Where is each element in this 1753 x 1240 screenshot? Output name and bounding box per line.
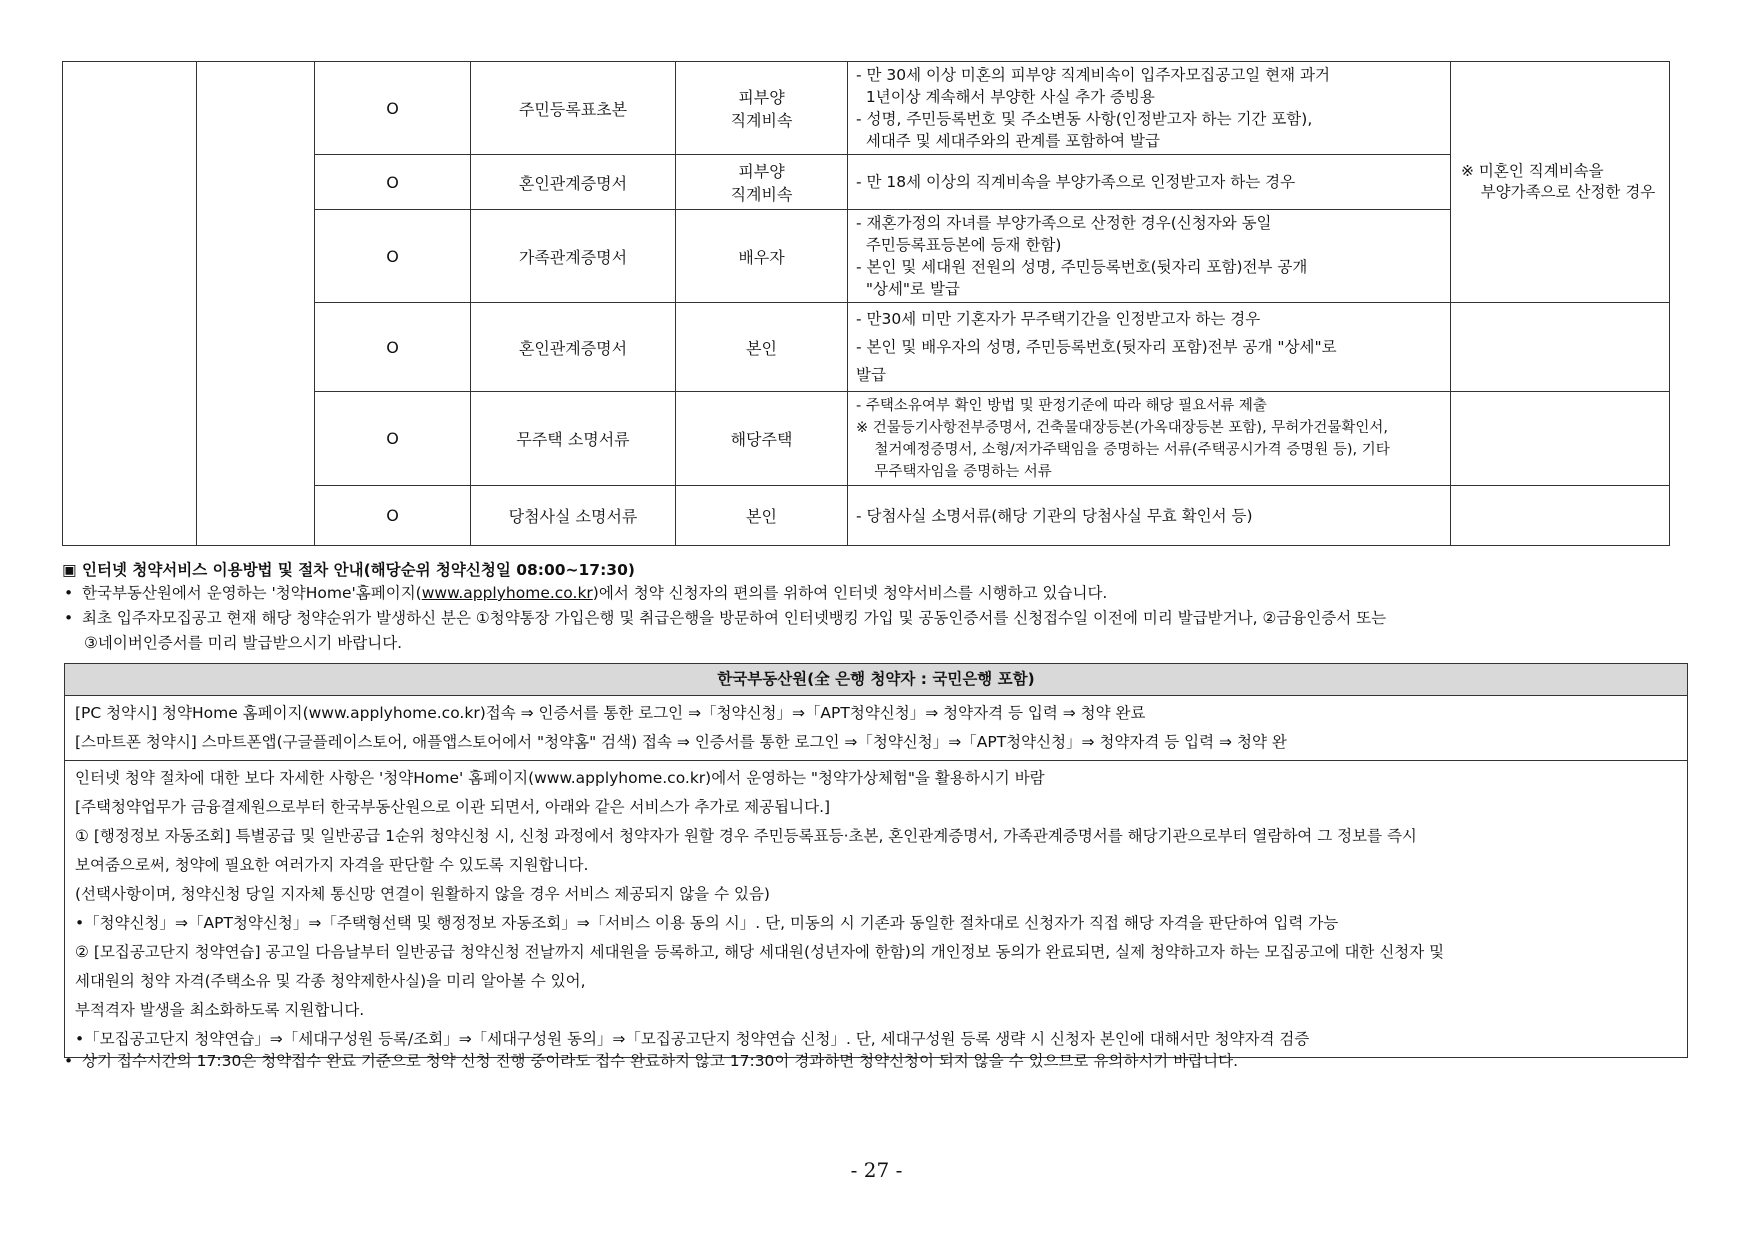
description-line: - 성명, 주민등록번호 및 주소변동 사항(인정받고자 하는 기간 포함), — [856, 110, 1313, 128]
bullet-line: ③네이버인증서를 미리 발급받으시기 바랍니다. — [84, 634, 403, 652]
bullet-text — [82, 606, 1682, 656]
applyhome-link[interactable]: www.applyhome.co.kr — [421, 584, 593, 602]
remark-cell-empty — [1451, 392, 1670, 486]
remark-cell-empty — [1451, 303, 1670, 392]
required-mark: O — [315, 155, 471, 210]
description-line: 무주택자임을 증명하는 서류 — [856, 463, 1052, 480]
target-cell — [676, 392, 848, 486]
remark-cell-empty — [1451, 486, 1670, 546]
guide-detail-line: (선택사항이며, 청약신청 당일 지자체 통신망 연결이 원활하지 않을 경우 서비스 제공되지 않을 수 있음) — [75, 885, 770, 903]
description-line: 주민등록표등본에 등재 한함) — [856, 236, 1062, 254]
description-line: - 본인 및 세대원 전원의 성명, 주민등록번호(뒷자리 포함)전부 공개 — [856, 258, 1308, 276]
description-cell — [848, 210, 1451, 303]
guide-detail-line: 부적격자 발생을 최소화하도록 지원합니다. — [75, 1001, 365, 1019]
guide-detail-line: 보여줌으로써, 청약에 필요한 여러가지 자격을 판단할 수 있도록 지원합니다. — [75, 856, 589, 874]
description-cell — [848, 486, 1451, 546]
document-requirements-table — [62, 61, 1670, 546]
guide-detail-line: [주택청약업무가 금융결제원으로부터 한국부동산원으로 이관 되면서, 아래와 같은 서비스가 추가로 제공됩니다.] — [75, 798, 831, 816]
bullet-dot: • — [64, 584, 74, 602]
target-line: 피부양 — [738, 88, 785, 107]
table-row — [63, 62, 1670, 155]
target-line: 본인 — [746, 338, 777, 358]
page-number: - 27 - — [850, 1158, 903, 1182]
description-cell — [848, 392, 1451, 486]
document-name: 혼인관계증명서 — [471, 155, 676, 210]
guide-details — [65, 761, 1687, 1057]
description-cell — [848, 303, 1451, 392]
target-line: 직계비속 — [730, 111, 793, 130]
document-name: 당첨사실 소명서류 — [471, 486, 676, 546]
guide-box-header: 한국부동산원(全 은행 청약자 : 국민은행 포함) — [65, 664, 1687, 696]
bullet-item — [62, 581, 1682, 606]
guide-detail-line: •「청약신청」⇒「APT청약신청」⇒「주택형선택 및 행정정보 자동조회」⇒「서비스 이용 동의 시」. 단, 미동의 시 기존과 동일한 절차대로 신청자가 직접 해당 자격을 판단하여 입력 가능 — [75, 914, 1339, 932]
remark-cell — [1451, 62, 1670, 303]
target-cell — [676, 210, 848, 303]
target-cell — [676, 486, 848, 546]
description-line: - 주택소유여부 확인 방법 및 판정기준에 따라 해당 필요서류 제출 — [856, 397, 1267, 414]
target-line: 피부양 — [738, 162, 785, 181]
description-line: - 만 30세 이상 미혼의 피부양 직계비속이 입주자모집공고일 현재 과거 — [856, 66, 1330, 84]
guide-step: [스마트폰 청약시] 스마트폰앱(구글플레이스토어, 애플앱스토어에서 "청약홈" 검색) 접속 ⇒ 인증서를 통한 로그인 ⇒「청약신청」⇒「APT청약신청」⇒ 청약자격 등 입력 ⇒ 청약 완 — [75, 733, 1287, 751]
description-line: 발급 — [856, 366, 886, 384]
category-cell — [63, 62, 197, 546]
target-line: 해당주택 — [730, 430, 793, 449]
description-line: - 재혼가정의 자녀를 부양가족으로 산정한 경우(신청자와 동일 — [856, 214, 1272, 232]
document-name: 주민등록표초본 — [471, 62, 676, 155]
description-line: ※ 건물등기사항전부증명서, 건축물대장등본(가옥대장등본 포함), 무허가건물확인서, — [856, 419, 1388, 436]
document-name: 혼인관계증명서 — [471, 303, 676, 392]
bullet-item — [62, 1049, 1682, 1074]
required-mark: O — [315, 210, 471, 303]
bullet-line: 최초 입주자모집공고 현재 해당 청약순위가 발생하신 분은 ①청약통장 가입은행 및 취급은행을 방문하여 인터넷뱅킹 가입 및 공동인증서를 신청접수일 이전에 미리 발급받거나, ②금융인증서 또는 — [82, 609, 1387, 627]
target-cell — [676, 155, 848, 210]
deadline-note: 상기 접수시간의 17:30은 청약접수 완료 기준으로 청약 신청 진행 중이라도 접수 완료하지 않고 17:30이 경과하면 청약신청이 되지 않을 수 있으므로 유의하시기 바랍니다. — [82, 1052, 1239, 1070]
document-name: 가족관계증명서 — [471, 210, 676, 303]
section-title: ▣ 인터넷 청약서비스 이용방법 및 절차 안내(해당순위 청약신청일 08:00~17:30) — [62, 561, 635, 579]
bullet-text-post: )에서 청약 신청자의 편의를 위하여 인터넷 청약서비스를 시행하고 있습니다. — [592, 584, 1108, 602]
description-cell — [848, 62, 1451, 155]
guide-step: [PC 청약시] 청약Home 홈페이지(www.applyhome.co.kr)접속 ⇒ 인증서를 통한 로그인 ⇒「청약신청」⇒「APT청약신청」⇒ 청약자격 등 입력 ⇒ 청약 완료 — [75, 704, 1146, 722]
required-mark: O — [315, 392, 471, 486]
description-line: - 만 18세 이상의 직계비속을 부양가족으로 인정받고자 하는 경우 — [856, 173, 1296, 191]
guide-detail-line: ② [모집공고단지 청약연습] 공고일 다음날부터 일반공급 청약신청 전날까지 세대원을 등록하고, 해당 세대원(성년자에 한함)의 개인정보 동의가 완료되면, 실제 청약하고자 하는 모집공고에 대한 신청자 및 — [75, 943, 1445, 961]
remark-line: ※ 미혼인 직계비속을 — [1461, 162, 1604, 180]
bullet-text — [82, 581, 1682, 606]
remark-line: 부양가족으로 산정한 경우 — [1461, 183, 1656, 201]
guide-detail-line: 인터넷 청약 절차에 대한 보다 자세한 사항은 '청약Home' 홈페이지(www.applyhome.co.kr)에서 운영하는 "청약가상체험"을 활용하시기 바람 — [75, 769, 1045, 787]
guide-detail-line: 세대원의 청약 자격(주택소유 및 각종 청약제한사실)을 미리 알아볼 수 있어, — [75, 972, 586, 990]
target-line: 직계비속 — [730, 185, 793, 204]
required-mark: O — [315, 62, 471, 155]
bullet-dot: • — [64, 609, 74, 627]
bullet-dot: • — [64, 1052, 74, 1070]
required-mark: O — [315, 303, 471, 392]
guide-steps — [65, 696, 1687, 761]
guide-detail-line: ① [행정정보 자동조회] 특별공급 및 일반공급 1순위 청약신청 시, 신청 과정에서 청약자가 원할 경우 주민등록표등·초본, 혼인관계증명서, 가족관계증명서를 해당기관으로부터 열람하여 그 정보를 즉시 — [75, 827, 1417, 845]
document-name: 무주택 소명서류 — [471, 392, 676, 486]
description-line: - 당첨사실 소명서류(해당 기관의 당첨사실 무효 확인서 등) — [856, 506, 1253, 525]
target-cell — [676, 303, 848, 392]
description-line: - 본인 및 배우자의 성명, 주민등록번호(뒷자리 포함)전부 공개 "상세"로 — [856, 338, 1337, 356]
bullet-item — [62, 606, 1682, 656]
target-line: 본인 — [746, 507, 777, 526]
description-cell — [848, 155, 1451, 210]
bullet-text-pre: 한국부동산원에서 운영하는 '청약Home'홈페이지( — [82, 584, 422, 602]
application-guide-box — [64, 663, 1688, 1058]
target-line: 배우자 — [738, 247, 785, 267]
description-line: 세대주 및 세대주와의 관계를 포함하여 발급 — [856, 132, 1161, 150]
required-mark: O — [315, 486, 471, 546]
description-line: - 만30세 미만 기혼자가 무주택기간을 인정받고자 하는 경우 — [856, 310, 1261, 328]
guide-detail-line: •「모집공고단지 청약연습」⇒「세대구성원 등록/조회」⇒「세대구성원 동의」⇒「모집공고단지 청약연습 신청」. 단, 세대구성원 등록 생략 시 신청자 본인에 대해서만 청약자격 검증 — [75, 1030, 1310, 1048]
target-cell — [676, 62, 848, 155]
description-line: "상세"로 발급 — [856, 280, 960, 298]
description-line: 철거예정증명서, 소형/저가주택임을 증명하는 서류(주택공시가격 증명원 등), 기타 — [856, 441, 1390, 458]
subcategory-cell — [197, 62, 315, 546]
description-line: 1년이상 계속해서 부양한 사실 추가 증빙용 — [856, 88, 1155, 106]
